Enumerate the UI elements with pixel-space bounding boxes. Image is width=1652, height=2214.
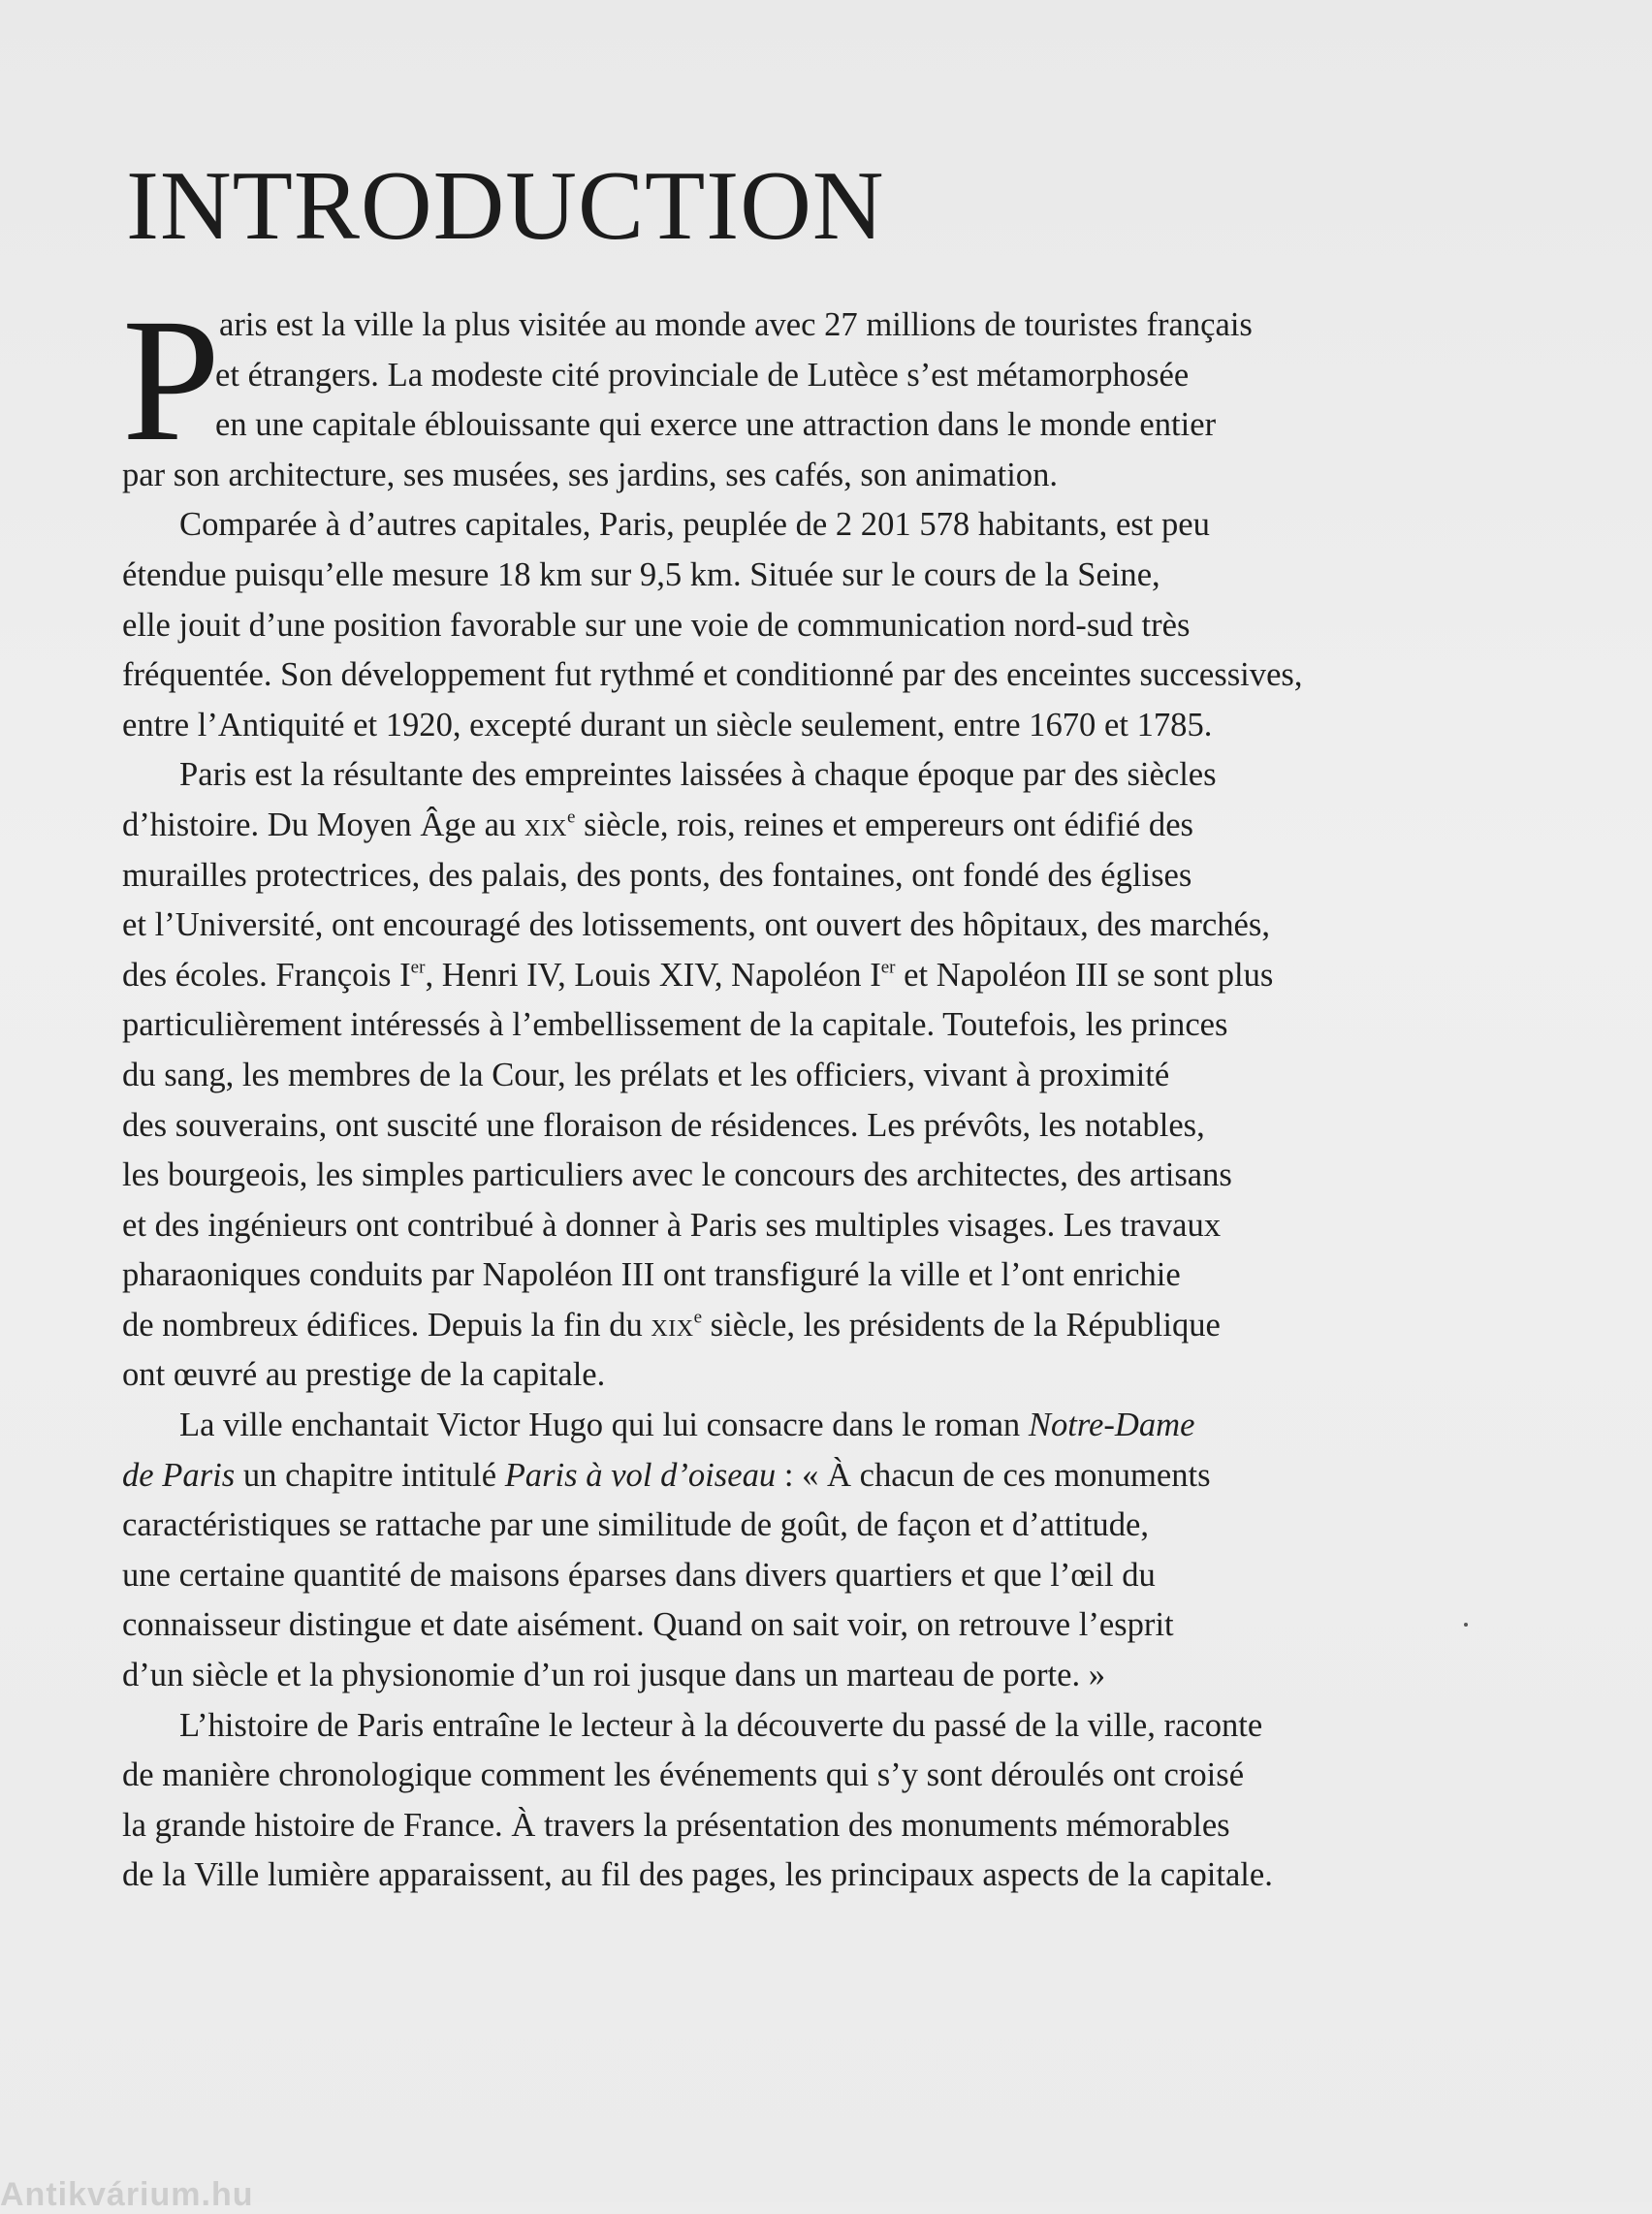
- century-numeral: xix: [524, 806, 568, 843]
- text-line: Paris est la résultante des empreintes laissées à chaque époque par des siècles: [179, 756, 1217, 794]
- text-line: pharaoniques conduits par Napoléon III ont transfiguré la ville et l’ont enrichie: [122, 1256, 1181, 1294]
- text-line: les bourgeois, les simples particuliers avec le concours des architectes, des artisans: [122, 1156, 1232, 1194]
- text-line: murailles protectrices, des palais, des ponts, des fontaines, ont fondé des églises: [122, 856, 1192, 894]
- text-line: des souverains, ont suscité une floraison de résidences. Les prévôts, les notables,: [122, 1106, 1205, 1144]
- page-title: INTRODUCTION: [126, 151, 885, 261]
- text-line: et étrangers. La modeste cité provinciale de Lutèce s’est métamorphosée: [215, 356, 1190, 394]
- text-line: de nombreux édifices. Depuis la fin du xix$^e$ siècle, les présidents de la République: [122, 1306, 1221, 1344]
- paragraph-2: [122, 500, 1557, 750]
- text-line: La ville enchantait Victor Hugo qui lui consacre dans le roman Notre-Dame: [179, 1407, 1195, 1444]
- text-line: de la Ville lumière apparaissent, au fil des pages, les principaux aspects de la capitale.: [122, 1856, 1273, 1894]
- body-text: [122, 283, 1557, 1901]
- text-line: d’histoire. Du Moyen Âge au xix$^e$ siècle, rois, reines et empereurs ont édifié des: [122, 806, 1194, 843]
- text-line: de manière chronologique comment les événements qui s’y sont déroulés ont croisé: [122, 1756, 1245, 1794]
- book-title: Notre-Dame: [1028, 1407, 1195, 1444]
- text-line: et des ingénieurs ont contribué à donner à Paris ses multiples visages. Les travaux: [122, 1206, 1222, 1244]
- paragraph-5: [122, 1701, 1557, 1901]
- text-line: ont œuvré au prestige de la capitale.: [122, 1356, 606, 1394]
- drop-cap: P: [122, 283, 221, 478]
- text-line: en une capitale éblouissante qui exerce une attraction dans le monde entier: [215, 406, 1217, 444]
- text-line: la grande histoire de France. À travers la présentation des monuments mémorables: [122, 1806, 1230, 1844]
- paragraph-3: [122, 750, 1557, 1401]
- text-line: d’un siècle et la physionomie d’un roi jusque dans un marteau de porte. »: [122, 1657, 1106, 1694]
- text-line: elle jouit d’une position favorable sur une voie de communication nord-sud très: [122, 606, 1191, 644]
- text-line: de Paris un chapitre intitulé Paris à vol d’oiseau : « À chacun de ces monuments: [122, 1456, 1211, 1494]
- text-line: connaisseur distingue et date aisément. Quand on sait voir, on retrouve l’esprit: [122, 1606, 1174, 1644]
- text-line: aris est la ville la plus visitée au monde avec 27 millions de touristes français: [219, 306, 1253, 343]
- text-line: par son architecture, ses musées, ses jardins, ses cafés, son animation.: [122, 456, 1059, 493]
- paragraph-1: [122, 283, 1557, 500]
- text-line: caractéristiques se rattache par une similitude de goût, de façon et d’attitude,: [122, 1506, 1150, 1544]
- watermark: Antikvárium.hu: [0, 2176, 254, 2213]
- text-line: fréquentée. Son développement fut rythmé et conditionné par des enceintes successives,: [122, 656, 1303, 694]
- century-numeral: xix: [651, 1306, 694, 1344]
- text-line: une certaine quantité de maisons éparses dans divers quartiers et que l’œil du: [122, 1556, 1156, 1594]
- text-line: Comparée à d’autres capitales, Paris, peuplée de 2 201 578 habitants, est peu: [179, 506, 1210, 544]
- text-line: L’histoire de Paris entraîne le lecteur à la découverte du passé de la ville, raconte: [179, 1706, 1263, 1744]
- speck-mark: [1464, 1623, 1468, 1627]
- text-line: étendue puisqu’elle mesure 18 km sur 9,5 km. Située sur le cours de la Seine,: [122, 555, 1160, 593]
- text-line: du sang, les membres de la Cour, les prélats et les officiers, vivant à proximité: [122, 1056, 1170, 1093]
- text-line: des écoles. François Ier, Henri IV, Louis XIV, Napoléon Ier et Napoléon III se sont plus: [122, 956, 1274, 994]
- text-line: particulièrement intéressés à l’embellissement de la capitale. Toutefois, les princes: [122, 1006, 1228, 1044]
- text-line: et l’Université, ont encouragé des lotissements, ont ouvert des hôpitaux, des marchés,: [122, 906, 1270, 944]
- chapter-title: Paris à vol d’oiseau: [504, 1456, 777, 1494]
- paragraph-4: [122, 1401, 1557, 1701]
- text-line: entre l’Antiquité et 1920, excepté durant un siècle seulement, entre 1670 et 1785.: [122, 706, 1213, 743]
- book-title: de Paris: [122, 1456, 236, 1494]
